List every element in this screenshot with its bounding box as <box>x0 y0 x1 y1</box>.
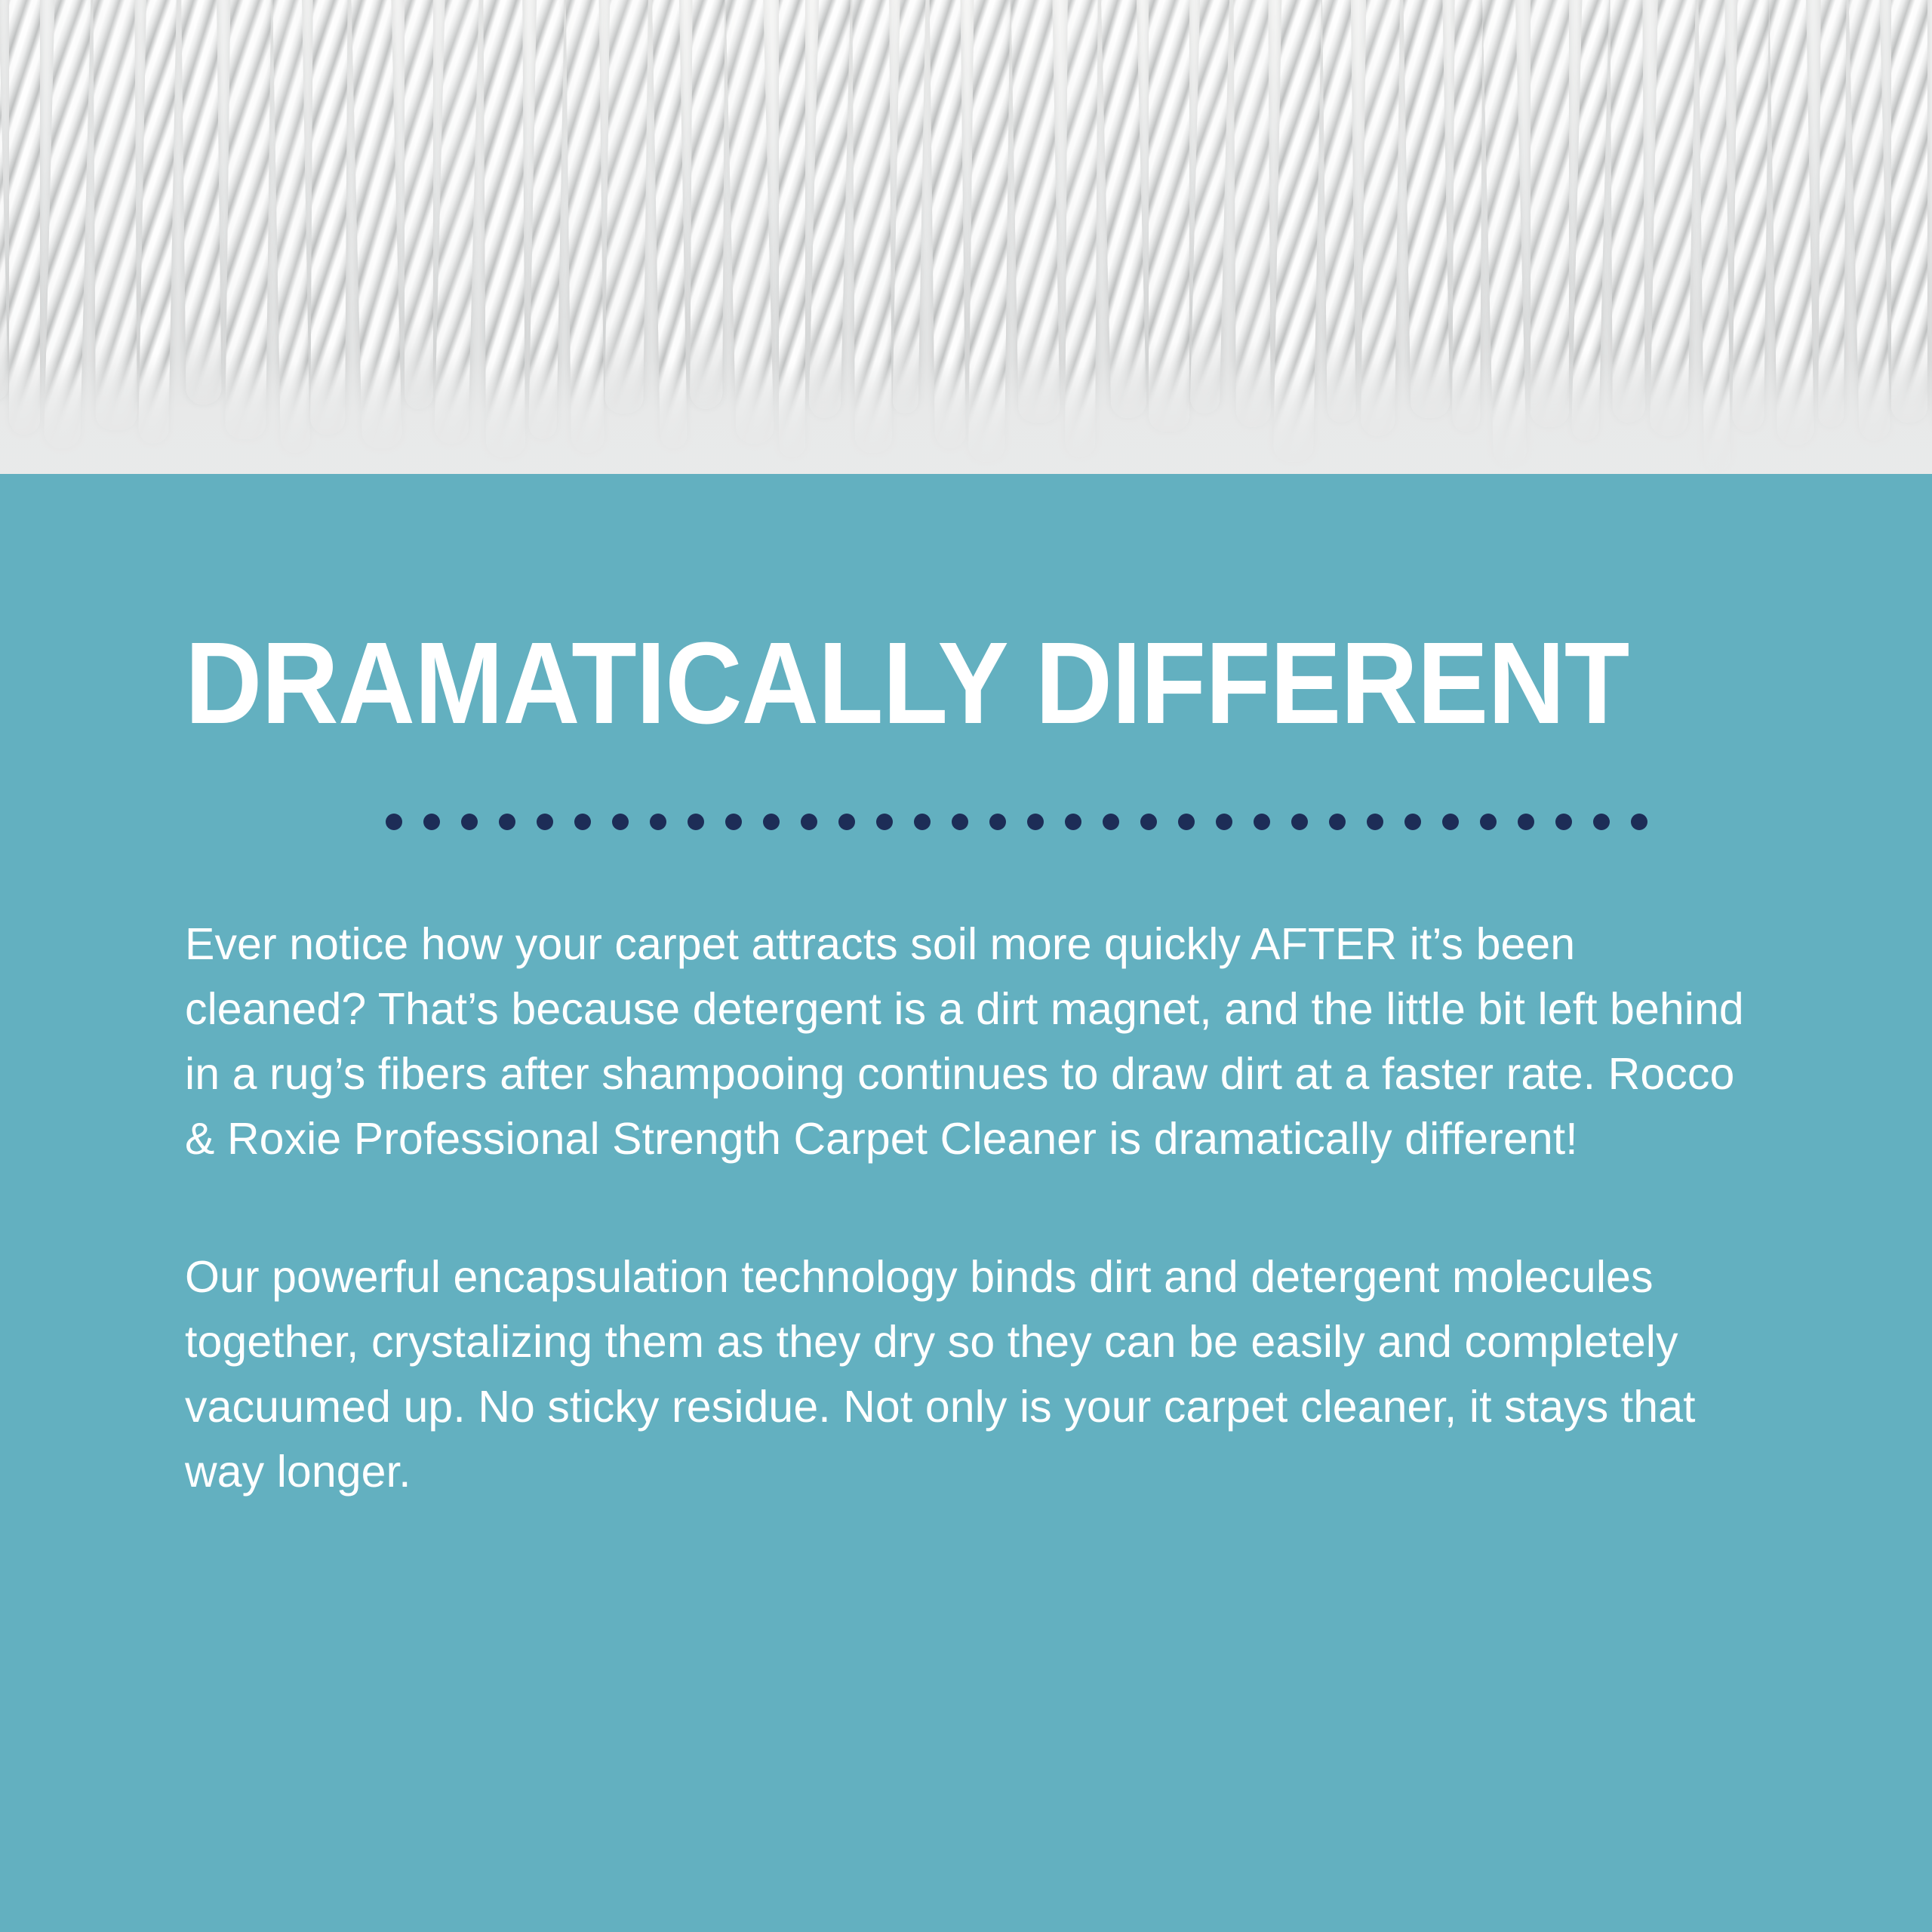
carpet-fiber <box>405 0 433 409</box>
divider-dot <box>1404 814 1421 830</box>
carpet-fiber <box>0 0 8 400</box>
divider-dot <box>650 814 666 830</box>
carpet-fiber <box>1321 0 1356 423</box>
divider-dot <box>1291 814 1308 830</box>
divider-dot <box>1631 814 1647 830</box>
carpet-fiber <box>690 0 725 409</box>
hero-bottom-fade <box>0 361 1932 474</box>
divider-dot <box>1103 814 1119 830</box>
divider-dot <box>989 814 1006 830</box>
divider-dot <box>423 814 440 830</box>
divider-dot <box>612 814 629 830</box>
body-paragraph-2: Our powerful encapsulation technology binds dirt and detergent molecules together, crystalizing them as they dry so they can be easily and completely vacuumed up. No sticky residue. Not only is your carpet cleaner, it stays that way longer. <box>185 1251 1696 1497</box>
divider-dot <box>574 814 591 830</box>
carpet-fiber <box>1610 0 1645 423</box>
divider-dot <box>876 814 893 830</box>
carpet-fiber <box>605 0 649 414</box>
divider-dot <box>1178 814 1195 830</box>
divider-dot <box>763 814 780 830</box>
dotted-divider <box>386 814 1571 830</box>
divider-dot <box>1367 814 1383 830</box>
divider-dot <box>801 814 817 830</box>
carpet-fiber <box>1010 0 1060 423</box>
divider-dot <box>688 814 704 830</box>
divider-dot <box>461 814 478 830</box>
divider-dot <box>1140 814 1157 830</box>
divider-dot <box>1593 814 1610 830</box>
carpet-fiber <box>808 0 851 418</box>
carpet-fiber <box>1402 0 1450 418</box>
divider-dot <box>1065 814 1081 830</box>
divider-dot <box>952 814 968 830</box>
divider-dot <box>1254 814 1270 830</box>
divider-dot <box>1216 814 1232 830</box>
divider-dot <box>1518 814 1534 830</box>
carpet-fiber <box>1100 0 1147 418</box>
carpet-fiber <box>1891 0 1927 423</box>
carpet-fiber <box>892 0 926 414</box>
divider-dot <box>1329 814 1346 830</box>
divider-dot <box>1480 814 1497 830</box>
divider-dot <box>1027 814 1044 830</box>
page-title: DRAMATICALLY DIFFERENT <box>185 618 1629 748</box>
body-paragraph-1: Ever notice how your carpet attracts soil more quickly AFTER it’s been cleaned? That’s because detergent is a dirt magnet, and the little bit left behind in a rug’s fibers after shampooing continues to draw dirt at a faster rate. Rocco & Roxie Professional Strength Carpet Cleaner is dramatically different! <box>185 919 1744 1164</box>
divider-dot <box>1442 814 1459 830</box>
info-panel <box>0 474 1932 1932</box>
carpet-fiber-hero-image <box>0 0 1932 474</box>
carpet-fiber <box>180 0 221 405</box>
divider-dot <box>1555 814 1572 830</box>
divider-dot <box>725 814 742 830</box>
divider-dot <box>499 814 515 830</box>
divider-dot <box>537 814 553 830</box>
divider-dot <box>914 814 931 830</box>
carpet-fiber <box>1190 0 1231 414</box>
divider-dot <box>838 814 855 830</box>
divider-dot <box>386 814 402 830</box>
